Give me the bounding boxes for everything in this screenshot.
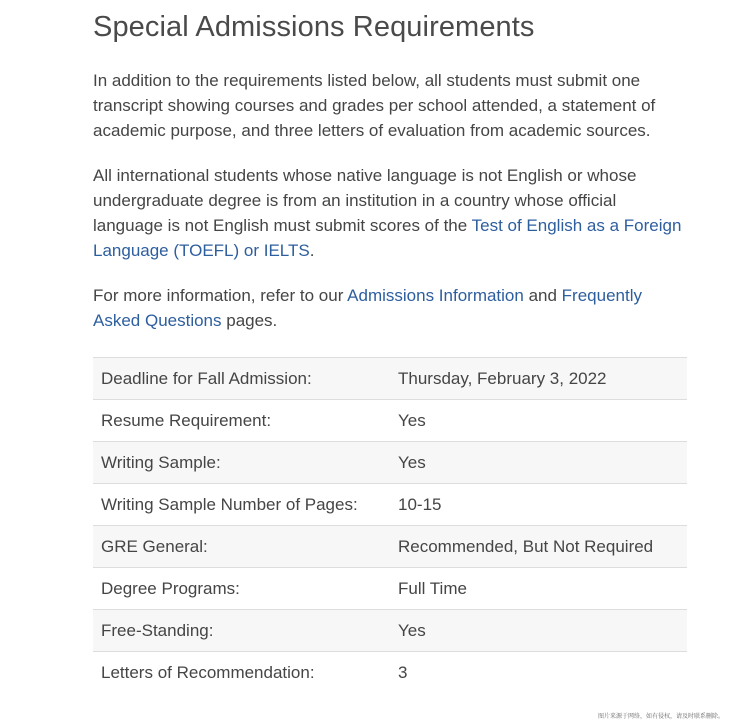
table-row xyxy=(93,400,687,442)
faq-link[interactable]: Frequently Asked Questions xyxy=(93,286,642,330)
row-value: Recommended, But Not Required xyxy=(398,536,654,556)
toefl-ielts-link[interactable]: Test of English as a Foreign Language (TOEFL) or IELTS xyxy=(93,216,682,260)
table-row xyxy=(93,484,687,526)
intro-paragraph: In addition to the requirements listed below, all students must submit one transcript showing courses and grades per school attended, a statement of academic purpose, and three letters of evaluation from academic sources. xyxy=(93,71,656,140)
row-value: 10-15 xyxy=(398,494,442,514)
page-title: Special Admissions Requirements xyxy=(93,11,535,43)
row-value: Yes xyxy=(398,620,426,640)
requirements-table xyxy=(93,357,687,693)
more-info-paragraph xyxy=(93,283,687,333)
row-value: 3 xyxy=(398,662,408,682)
row-value: Yes xyxy=(398,410,426,430)
row-label: GRE General: xyxy=(101,536,208,556)
row-value: Full Time xyxy=(398,578,467,598)
row-label: Deadline for Fall Admission: xyxy=(101,368,312,388)
table-row xyxy=(93,568,687,610)
row-label: Degree Programs: xyxy=(101,578,240,598)
row-label: Letters of Recommendation: xyxy=(101,662,315,682)
row-value: Thursday, February 3, 2022 xyxy=(398,368,607,388)
row-label: Writing Sample: xyxy=(101,452,221,472)
row-label: Free-Standing: xyxy=(101,620,214,640)
international-text: All international students whose native language is not English or whose undergraduate degree is from an institution in a country whose official language is not English must submit scores of the xyxy=(93,166,637,235)
watermark-text: 图片来源于网络，如有侵权，请及时联系删除。 xyxy=(597,713,724,720)
international-paragraph xyxy=(93,163,687,263)
table-row xyxy=(93,358,687,400)
more-info-prefix: For more information, refer to our xyxy=(93,286,348,305)
row-label: Writing Sample Number of Pages: xyxy=(101,494,358,514)
table-row xyxy=(93,526,687,568)
main-content xyxy=(93,0,687,693)
row-value: Yes xyxy=(398,452,426,472)
admissions-information-link[interactable]: Admissions Information xyxy=(347,286,524,305)
table-row xyxy=(93,652,687,694)
table-row xyxy=(93,610,687,652)
more-info-suffix: pages. xyxy=(221,311,278,330)
row-label: Resume Requirement: xyxy=(101,410,272,430)
more-info-middle: and xyxy=(523,286,562,305)
international-period: . xyxy=(309,241,315,260)
table-row xyxy=(93,442,687,484)
